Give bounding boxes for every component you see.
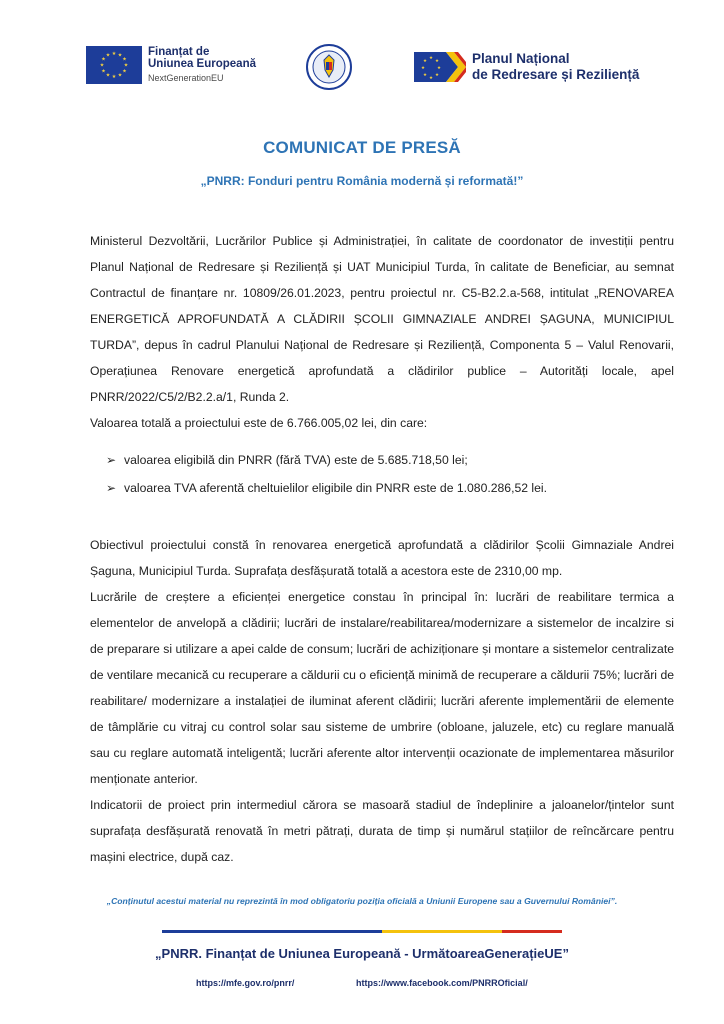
paragraph-indicators: Indicatorii de proiect prin intermediul cărora se masoară stadiul de îndeplinire a jaloanelor/țintelor sunt suprafața desfășurată renovată în metri pătrați, durata de timp și numărul stațiilor de reîncărcare pentru mașini electrice, după caz. — [90, 798, 674, 864]
svg-text:★: ★ — [436, 66, 442, 71]
svg-text:★: ★ — [105, 72, 111, 79]
svg-text:★: ★ — [422, 59, 428, 64]
svg-text:★: ★ — [111, 74, 117, 80]
page-subtitle: „PNRR: Fonduri pentru România modernă și reformată!” — [200, 174, 524, 188]
paragraph-works: Lucrările de creștere a eficienței energetice constau în principal în: lucrări de reabilitare termica a elementelor de anvelopă a clădirii; lucrări de instalare/reabilitarea/modernizare a sistemelor de incalzire si de preparare si utilizare a apei calde de consum; lucrări de achiziționare și montare a sistemelor centralizate de ventilare mecanică cu recuperare a căldurii cu o eficiență minimă de recuperare a căldurii 75%; lucrări de reabilitare/ modernizare a instalației de iluminat aferent clădirii; lucrări aferente implementării de elemente de tâmplărie cu vitraj cu control solar sau sisteme de umbrire (obloane, jaluzele, etc) cu reglare manuală sau cu reglare automată inteligentă; lucrări aferente altor intervenții ocazionate de implementarea măsurilor menționate anterior. — [90, 590, 674, 786]
svg-text:★: ★ — [420, 66, 426, 71]
value-breakdown-list — [90, 446, 674, 502]
list-item — [90, 474, 674, 502]
svg-text:★: ★ — [434, 59, 440, 64]
list-item — [90, 446, 674, 474]
footer-color-bar — [162, 930, 562, 933]
link-facebook-pnrr[interactable]: https://www.facebook.com/PNRROficial/ — [356, 978, 528, 988]
pnrr-flag-icon — [414, 50, 466, 84]
romanian-government-seal-icon — [306, 44, 352, 90]
svg-text:★: ★ — [122, 68, 127, 75]
link-mfe-pnrr[interactable]: https://mfe.gov.ro/pnrr/ — [196, 978, 295, 988]
paragraph-total-value: Valoarea totală a proiectului este de 6.766.005,02 lei, din care: — [90, 416, 428, 430]
footer-slogan: „PNRR. Finanțat de Uniunea Europeană - UrmătoareaGenerațieUE” — [155, 946, 569, 961]
pnrr-logo-line2: de Redresare și Reziliență — [472, 67, 640, 82]
svg-text:★: ★ — [101, 68, 106, 75]
paragraph-contract: Ministerul Dezvoltării, Lucrărilor Publice și Administrației, în calitate de coordonator de investiții pentru Planul Național de Redresare și Reziliență și UAT Municipiul Turda, în calitate de Beneficiar, au semnat Contractul de finanțare nr. 10809/26.01.2023, pentru proiectul nr. C5-B2.2.a-568, intitulat „RENOVAREA ENERGETICĂ APROFUNDATĂ A CLĂDIRII ȘCOLII GIMNAZIALE ANDREI ȘAGUNA, MUNICIPIUL TURDA”, depus în cadrul Planului Național de Redresare și Reziliență, Componenta 5 – Valul Renovarii, Operațiunea Renovare energetică aprofundată a clădirilor publice – Autorități locale, apel PNRR/2022/C5/2/B2.2.a/1, Runda 2. — [90, 234, 674, 404]
eu-logo-line3: NextGenerationEU — [148, 73, 224, 84]
svg-text:★: ★ — [111, 51, 117, 57]
eu-flag-icon — [86, 46, 142, 84]
press-release-body — [90, 228, 674, 870]
eu-logo-line1: Finanțat de — [148, 46, 210, 58]
pnrr-logo-line1: Planul Național — [472, 51, 570, 67]
svg-text:★: ★ — [434, 73, 440, 78]
paragraph-objective: Obiectivul proiectului constă în renovarea energetică aprofundată a clădirilor Școlii Gimnaziale Andrei Șaguna, Municipiul Turda. Suprafața desfășurată totală a acestora este de 2310,00 mp. — [90, 538, 674, 578]
eu-funding-logo — [86, 46, 256, 84]
svg-text:★: ★ — [123, 62, 129, 69]
svg-text:★: ★ — [428, 76, 434, 81]
list-item-text: valoarea eligibilă din PNRR (fără TVA) este de 5.685.718,50 lei; — [124, 453, 468, 467]
list-item-text: valoarea TVA aferentă cheltuielilor eligibile din PNRR este de 1.080.286,52 lei. — [124, 481, 547, 495]
svg-text:★: ★ — [117, 72, 123, 79]
svg-text:★: ★ — [101, 56, 106, 63]
arrow-bullet-icon: ➢ — [106, 453, 117, 467]
arrow-bullet-icon: ➢ — [106, 481, 117, 495]
eu-logo-line2: Uniunea Europeană — [148, 58, 256, 71]
disclaimer-text: „Conținutul acestui material nu reprezintă în mod obligatoriu poziția oficială a Uniunii Europene sau a Guvernului României”. — [106, 896, 618, 906]
svg-text:★: ★ — [117, 52, 123, 59]
svg-text:★: ★ — [99, 62, 105, 69]
svg-text:★: ★ — [122, 56, 127, 63]
svg-text:★: ★ — [428, 56, 434, 61]
svg-text:★: ★ — [105, 52, 111, 59]
pnrr-logo — [414, 50, 639, 84]
page-title: COMUNICAT DE PRESĂ — [263, 138, 461, 157]
svg-text:★: ★ — [422, 73, 428, 78]
